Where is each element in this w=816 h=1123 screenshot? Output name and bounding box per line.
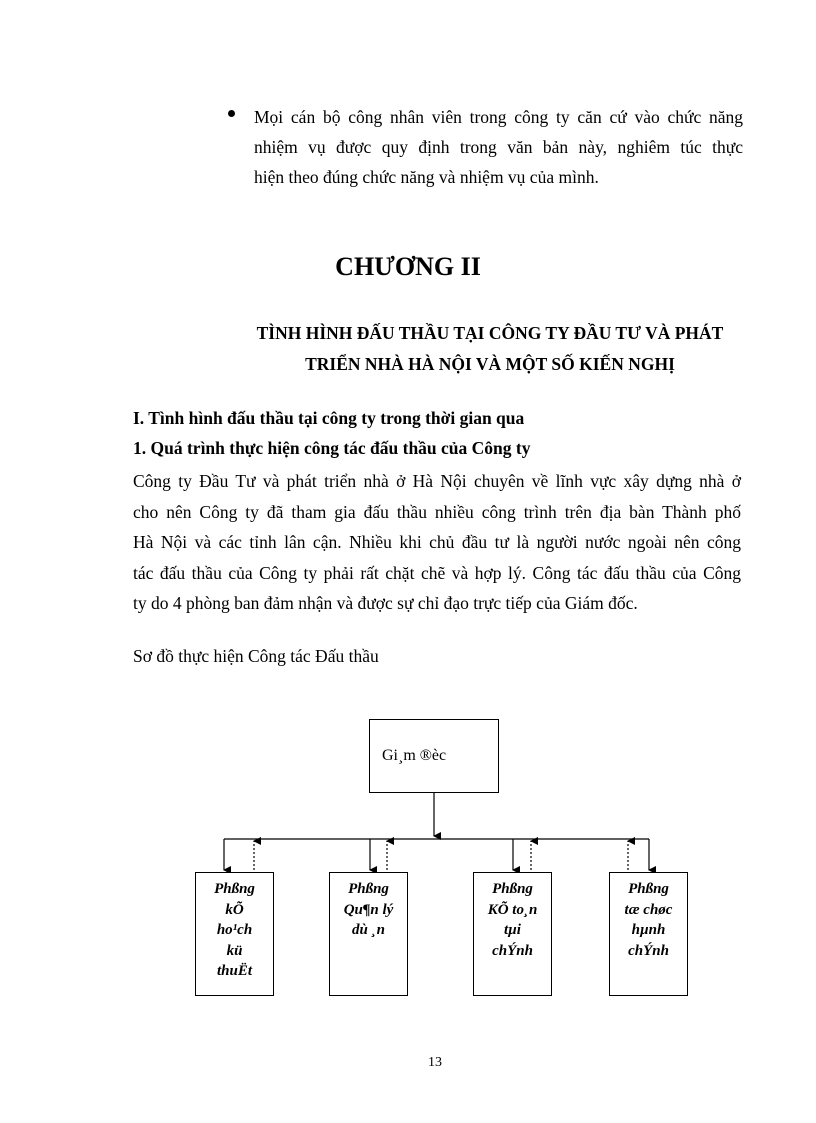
department-label: dù ¸n <box>352 922 385 938</box>
paragraph-line: Hà Nội và các tỉnh lân cận. Nhiều khi chủ đầu tư là người nước ngoài nên công <box>133 532 741 552</box>
paragraph-line: cho nên Công ty đã tham gia đấu thầu nhiều công trình trên địa bàn Thành phố <box>133 501 741 522</box>
director-box <box>369 719 499 793</box>
bullet-line: hiện theo đúng chức năng và nhiệm vụ của mình. <box>254 167 599 187</box>
department-label: tæ chøc <box>624 901 673 918</box>
department-label: chÝnh <box>628 942 669 959</box>
department-label: ho¹ch <box>216 922 253 938</box>
director-label: Gi¸m ®èc <box>382 747 447 764</box>
subtitle-line-2: TRIỂN NHÀ HÀ NỘI VÀ MỘT SỐ KIẾN NGHỊ <box>305 354 675 374</box>
department-label: hµnh <box>631 922 666 938</box>
department-box-admin <box>609 872 688 996</box>
department-label: Phßng <box>348 881 389 897</box>
department-box-finance <box>473 872 552 996</box>
department-label: kü <box>226 942 243 959</box>
section-heading: I. Tình hình đấu thầu tại công ty trong thời gian qua <box>133 408 525 428</box>
paragraph-line: Công ty Đầu Tư và phát triển nhà ở Hà Nội chuyên về lĩnh vực xây dựng nhà ở <box>133 471 741 491</box>
page-number: 13 <box>428 1055 442 1070</box>
department-label: KÕ to¸n <box>487 901 538 918</box>
department-label: chÝnh <box>492 942 533 959</box>
diagram-caption: Sơ đồ thực hiện Công tác Đấu thầu <box>133 646 379 666</box>
paragraph-line: ty do 4 phòng ban đảm nhận và được sự chỉ đạo trực tiếp của Giám đốc. <box>133 593 638 613</box>
bullet-line: Mọi cán bộ công nhân viên trong công ty căn cứ vào chức năng <box>254 107 743 127</box>
department-label: kÕ <box>225 901 244 918</box>
department-label: Phßng <box>492 881 533 897</box>
department-box-planning <box>195 872 274 996</box>
department-label: Phßng <box>628 881 669 897</box>
subtitle-line-1: TÌNH HÌNH ĐẤU THẦU TẠI CÔNG TY ĐẦU TƯ VÀ PHÁT <box>256 323 724 343</box>
department-box-project <box>329 872 408 996</box>
department-label: Qu¶n lý <box>343 901 394 918</box>
department-label: thuËt <box>216 963 253 979</box>
bullet-line: nhiệm vụ được quy định trong văn bản này, nghiêm túc thực <box>254 137 743 157</box>
paragraph-line: tác đấu thầu của Công ty phải rất chặt chẽ và hợp lý. Công tác đấu thầu của Công <box>133 562 741 583</box>
chapter-title: CHƯƠNG II <box>335 252 481 281</box>
department-label: Phßng <box>214 881 255 897</box>
department-label: tµi <box>504 922 521 938</box>
subsection-heading: 1. Quá trình thực hiện công tác đấu thầu của Công ty <box>133 438 531 458</box>
